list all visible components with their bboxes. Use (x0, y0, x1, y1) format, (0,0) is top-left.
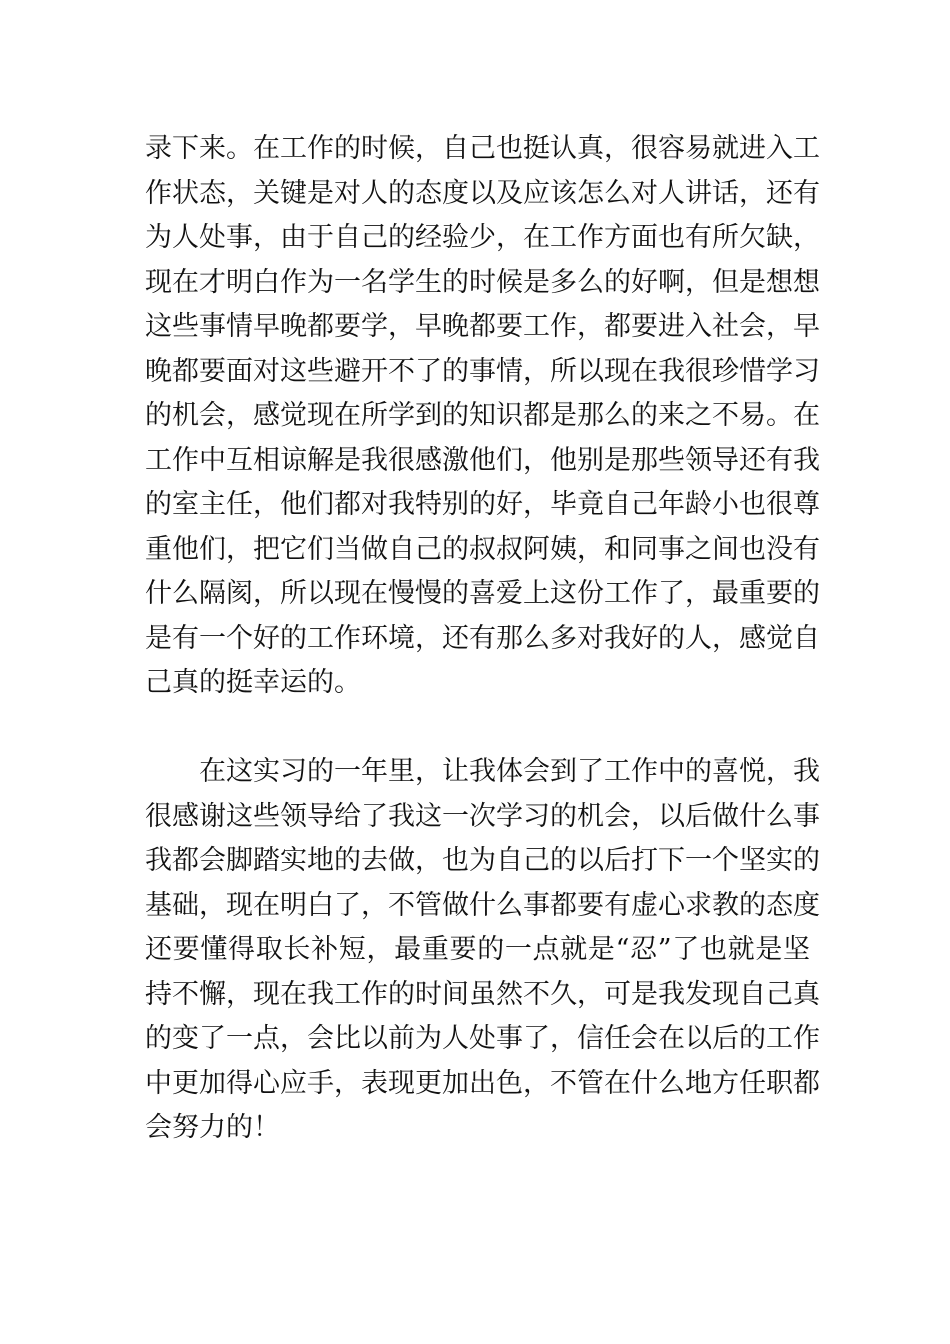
text-line: 工作中互相谅解是我很感激他们，他别是那些领导还有我 (145, 444, 820, 476)
text-line: 的室主任，他们都对我特别的好，毕竟自己年龄小也很尊 (145, 489, 820, 520)
text-line: 为人处事，由于自己的经验少，在工作方面也有所欠缺， (145, 222, 820, 253)
text-line: 在这实习的一年里，让我体会到了工作中的喜悦，我 (199, 756, 820, 787)
text-line: 基础，现在明白了，不管做什么事都要有虚心求教的态度 (145, 889, 820, 921)
text-line: 还要懂得取长补短，最重要的一点就是“忍”了也就是坚 (145, 934, 810, 965)
text-line: 我都会脚踏实地的去做，也为自己的以后打下一个坚实的 (145, 845, 820, 876)
text-line: 的变了一点，会比以前为人处事了，信任会在以后的工作 (145, 1023, 820, 1054)
text-line: 会努力的！ (145, 1112, 280, 1143)
text-line: 晚都要面对这些避开不了的事情，所以现在我很珍惜学习 (145, 355, 820, 387)
text-line: 现在才明白作为一名学生的时候是多么的好啊，但是想想 (145, 266, 820, 298)
text-line: 重他们，把它们当做自己的叔叔阿姨，和同事之间也没有 (145, 533, 820, 565)
text-line: 这些事情早晚都要学，早晚都要工作，都要进入社会，早 (145, 311, 820, 342)
paragraph-2 (145, 750, 820, 1151)
text-line: 己真的挺幸运的。 (145, 667, 361, 698)
text-line: 是有一个好的工作环境，还有那么多对我好的人，感觉自 (145, 622, 820, 654)
text-line: 持不懈，现在我工作的时间虽然不久，可是我发现自己真 (145, 978, 820, 1010)
text-line: 的机会，感觉现在所学到的知识都是那么的来之不易。在 (145, 400, 820, 431)
paragraph-1 (145, 127, 820, 706)
text-line: 作状态，关键是对人的态度以及应该怎么对人讲话，还有 (145, 177, 820, 209)
text-line: 录下来。在工作的时候，自己也挺认真，很容易就进入工 (145, 133, 820, 164)
text-line: 中更加得心应手，表现更加出色，不管在什么地方任职都 (145, 1067, 820, 1099)
text-line: 什么隔阂，所以现在慢慢的喜爱上这份工作了，最重要的 (145, 578, 820, 609)
text-line: 很感谢这些领导给了我这一次学习的机会，以后做什么事 (145, 800, 820, 832)
